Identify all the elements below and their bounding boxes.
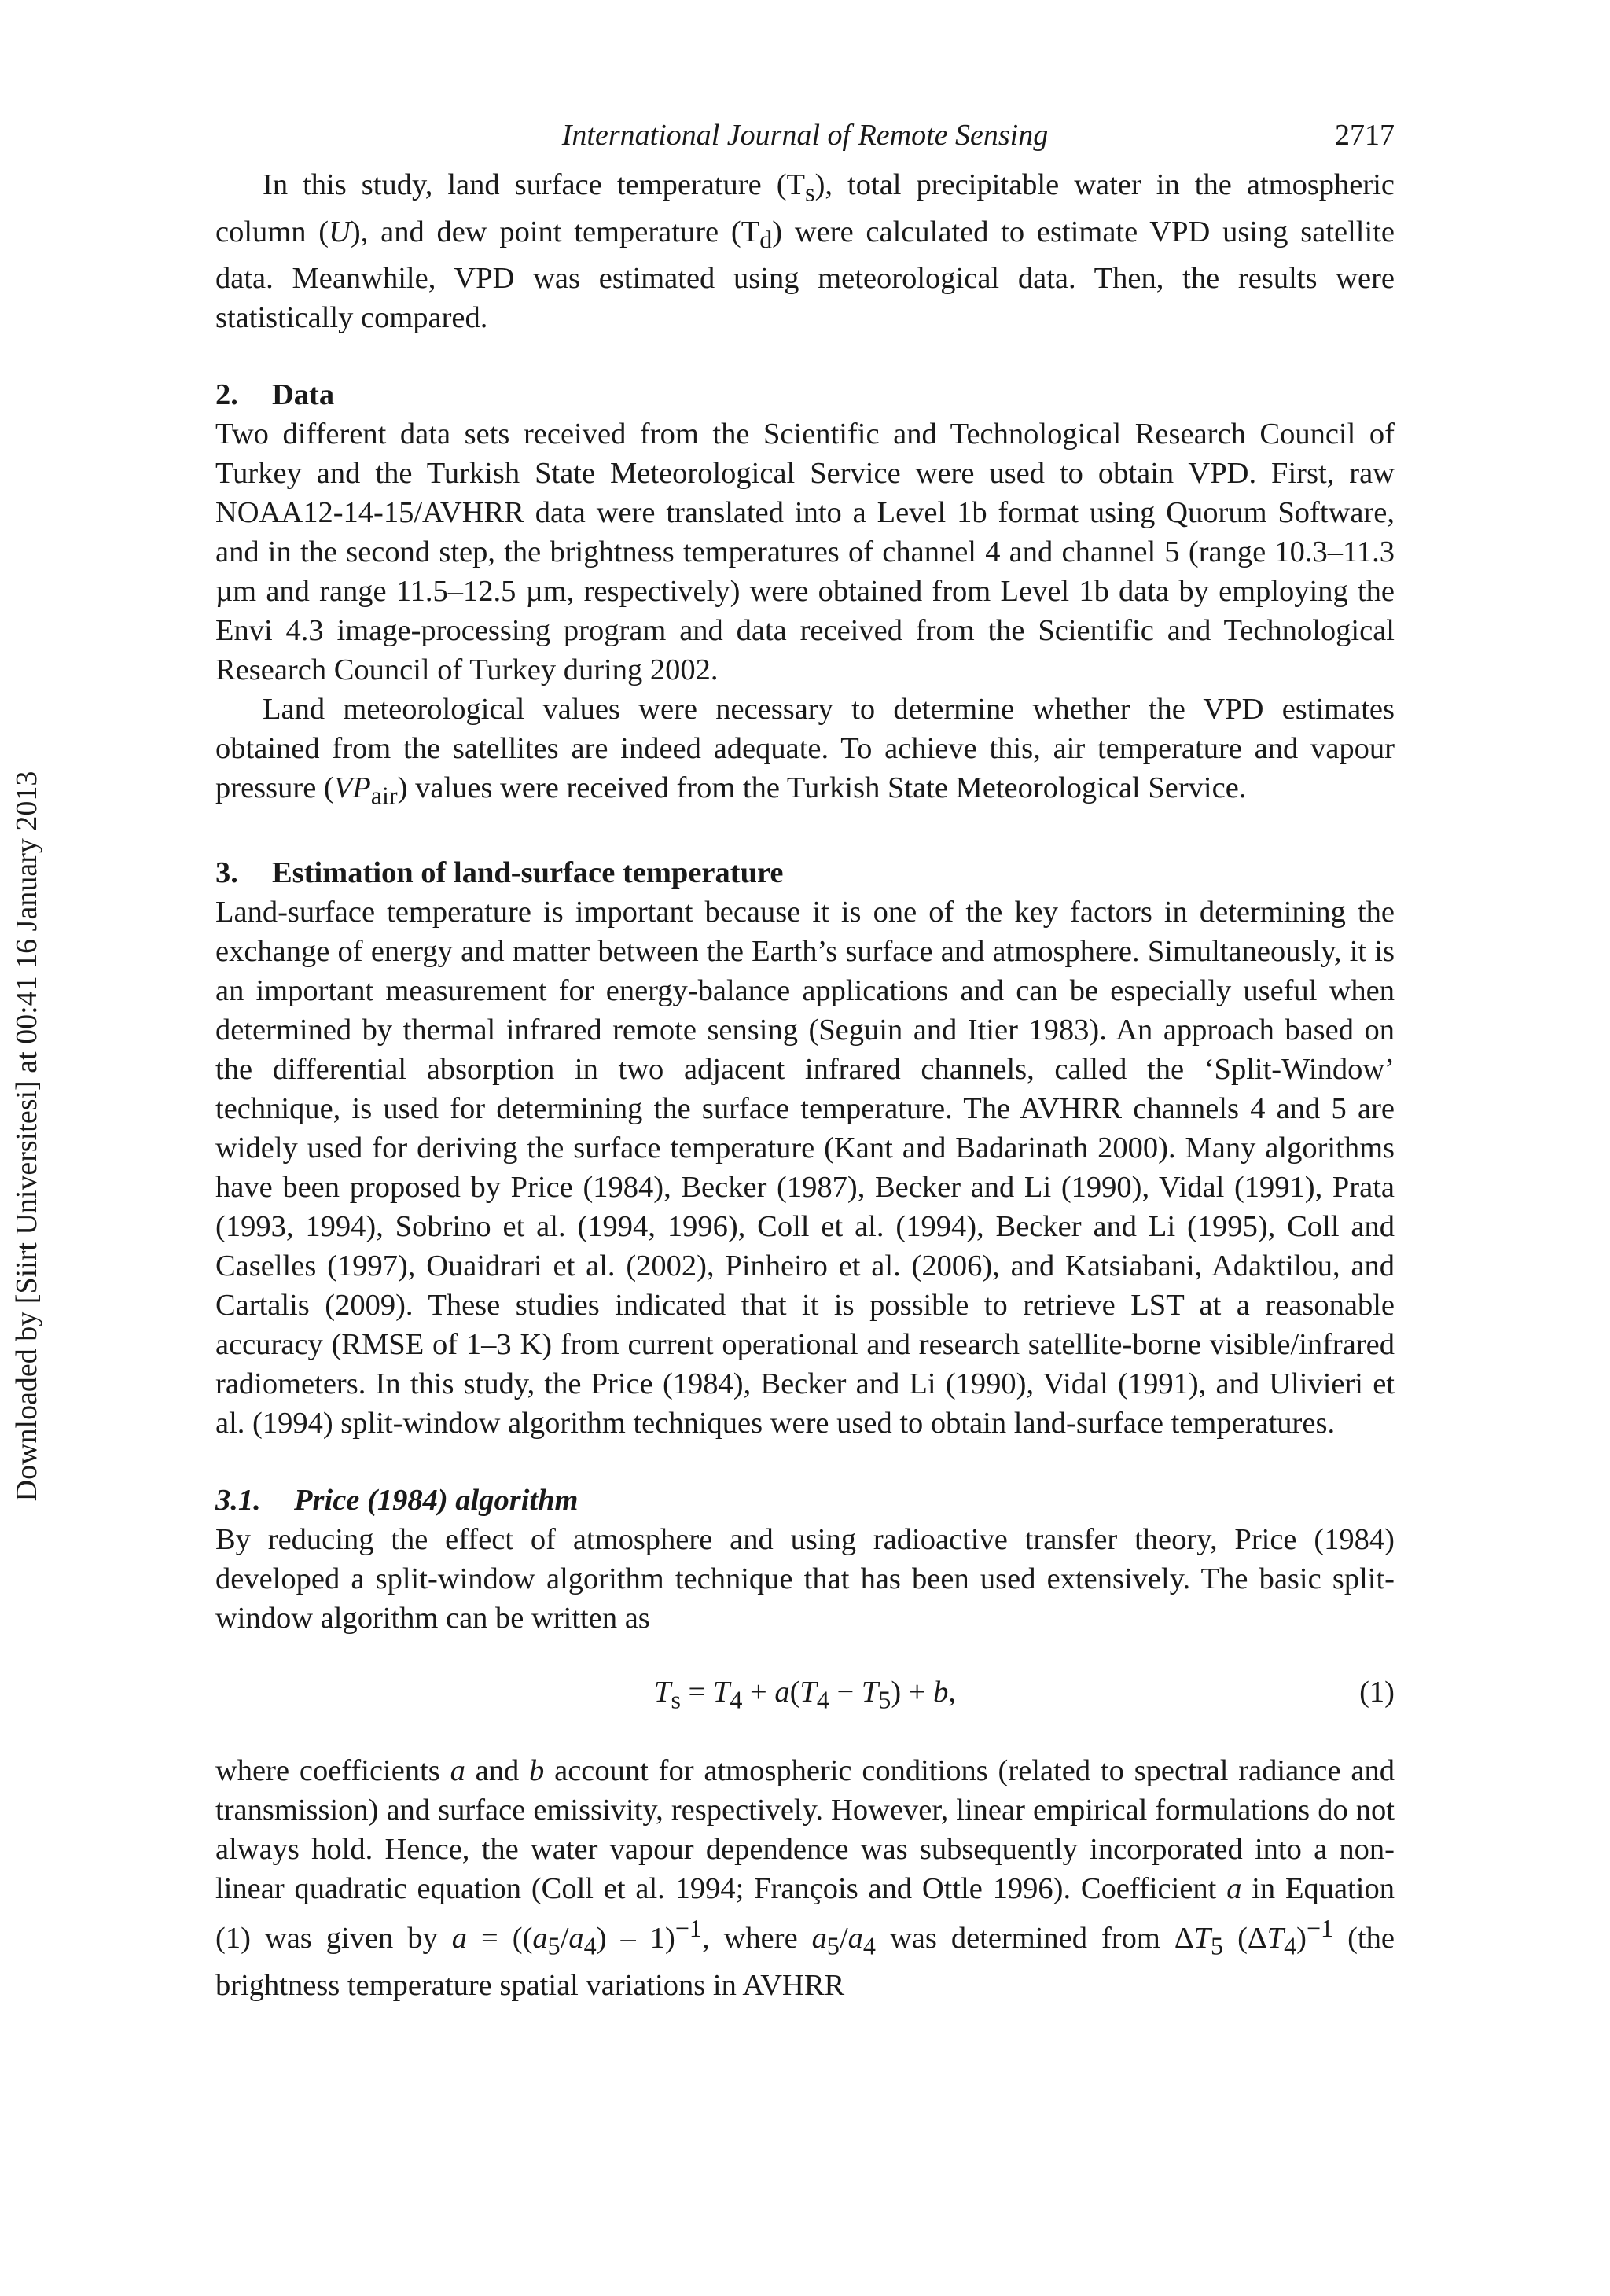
section-2-number: 2. — [215, 378, 238, 412]
section-2-heading — [215, 375, 1395, 414]
journal-title: International Journal of Remote Sensing — [561, 119, 1049, 152]
equation-1-number: (1) — [1359, 1676, 1395, 1709]
section-3-1-heading — [215, 1481, 1395, 1520]
intro-paragraph — [215, 165, 1395, 337]
section-3-1-paragraph-2 — [215, 1751, 1395, 2005]
s31-p2-var-b: b — [529, 1754, 545, 1788]
intro-text-1: In this study, land surface temperature (T — [263, 168, 806, 201]
intro-text-3: ), and dew point temperature (T — [350, 215, 760, 248]
intro-sub-d: d — [759, 225, 773, 254]
section-3-1-number: 3.1. — [215, 1484, 261, 1518]
section-3-heading — [215, 853, 1395, 892]
section-3-1-title: Price (1984) algorithm — [294, 1484, 579, 1518]
s31-p2-a: where coefficients — [215, 1754, 450, 1788]
intro-sub-s: s — [805, 178, 815, 207]
page-number: 2717 — [1335, 119, 1395, 152]
section-3-paragraph-1: Land-surface temperature is important because it is one of the key factors in determining the exchange of energy and matter between the Earth’s surface and atmosphere. Simultaneously, it is an important measurement for energy-balance applications and can be especially useful when determined by thermal infrared remote sensing (Seguin and Itier 1983). An approach based on the differential absorption in two adjacent infrared channels, called the ‘Split-Window’ technique, is used for determining the surface temperature. The AVHRR channels 4 and 5 are widely used for deriving the surface temperature (Kant and Badarinath 2000). Many algorithms have been proposed by Price (1984), Becker (1987), Becker and Li (1990), Vidal (1991), Prata (1993, 1994), Sobrino et al. (1994, 1996), Coll et al. (1994), Becker and Li (1995), Coll and Caselles (1997), Ouaidrari et al. (2002), Pinheiro et al. (2006), and Katsiabani, Adaktilou, and Cartalis (2009). These studies indicated that it is possible to retrieve LST at a reasonable accuracy (RMSE of 1–3 K) from current operational and research satellite-borne visible/infrared radiometers. In this study, the Price (1984), Becker and Li (1990), Vidal (1991), and Ulivieri et al. (1994) split-window algorithm techniques were used to obtain land-surface temperatures. — [215, 896, 1395, 1441]
s31-p2-c: account for atmospheric conditions (related to spectral radiance and transmission) and surface emissivity, respectively. However, linear empirical formulations do not always hold. Hence, the water vapour dependence was subsequently incorporated into a non-linear quadratic equation (Coll et al. 1994; François and Ottle 1996). Coefficient — [215, 1754, 1395, 1906]
s31-p2-ratio: $a_5/a_4$ — [811, 1921, 876, 1960]
s31-p2-var-a: a — [450, 1754, 465, 1788]
intro-var-u: U — [329, 215, 351, 248]
section-2-p2-text-a: Land meteorological values were necessary to determine whether the VPD estimates obtained from the satellites are indeed adequate. To achieve this, air temperature and vapour pressure ( — [215, 693, 1395, 805]
s31-p2-h: (the brightness temperature spatial variations in AVHRR — [215, 1921, 1395, 2002]
s31-p2-var-a2: a — [1226, 1872, 1242, 1906]
s31-p2-formula-a: $a = ((a_5/a_4) - 1)^{-1}$ — [451, 1914, 702, 1960]
section-3-number: 3. — [215, 856, 238, 890]
section-2-p2-text-b: ) values were received from the Turkish State Meteorological Service. — [397, 771, 1247, 805]
section-2-title: Data — [272, 378, 335, 412]
s31-p2-b: and — [465, 1754, 530, 1788]
intro-text-4: ) were calculated to estimate VPD using satellite data. Meanwhile, VPD was estimated using meteorological data. Then, the results were statistically compared. — [215, 215, 1395, 335]
equation-1-formula: $T_s = T_4 + a(T_4 - T_5) + b$, — [654, 1676, 956, 1714]
s31-p2-f: , where — [701, 1921, 812, 1955]
section-2-p2-sub: air — [370, 782, 398, 811]
intro-text-2: ), total precipitable water in the atmospheric column ( — [215, 168, 1395, 248]
section-2-p2-vp: VP — [333, 771, 371, 805]
section-2-paragraph-2 — [215, 690, 1395, 815]
running-head — [215, 118, 1395, 165]
paper-page — [215, 118, 1395, 2005]
s31-p2-e: in Equation (1) was given by — [215, 1872, 1395, 1955]
section-2-paragraph-1: Two different data sets received from the Scientific and Technological Research Council of Turkey and the Turkish State Meteorological Service were used to obtain VPD. First, raw NOAA12-14-15/AVHRR data were translated into a Level 1b format using Quorum Software, and in the second step, the brightness temperatures of channel 4 and channel 5 (range 10.3–11.3 µm and range 11.5–12.5 µm, respectively) were obtained from Level 1b data by employing the Envi 4.3 image-processing program and data received from the Scientific and Technological Research Council of Turkey during 2002. — [215, 418, 1395, 687]
equation-1 — [215, 1672, 1395, 1712]
s31-p2-delta: $\Delta T_5$ $(\Delta T_4)^{-1}$ — [1174, 1914, 1334, 1960]
section-3-title: Estimation of land-surface temperature — [272, 856, 784, 890]
s31-p2-g: was determined from — [875, 1921, 1174, 1955]
section-3-1-paragraph-1: By reducing the effect of atmosphere and using radioactive transfer theory, Price (1984) developed a split-window algorithm technique that has been used extensively. The basic split-window algorithm can be written as — [215, 1523, 1395, 1636]
download-watermark: Downloaded by [Siirt Universitesi] at 00:41 16 January 2013 — [10, 771, 43, 1502]
